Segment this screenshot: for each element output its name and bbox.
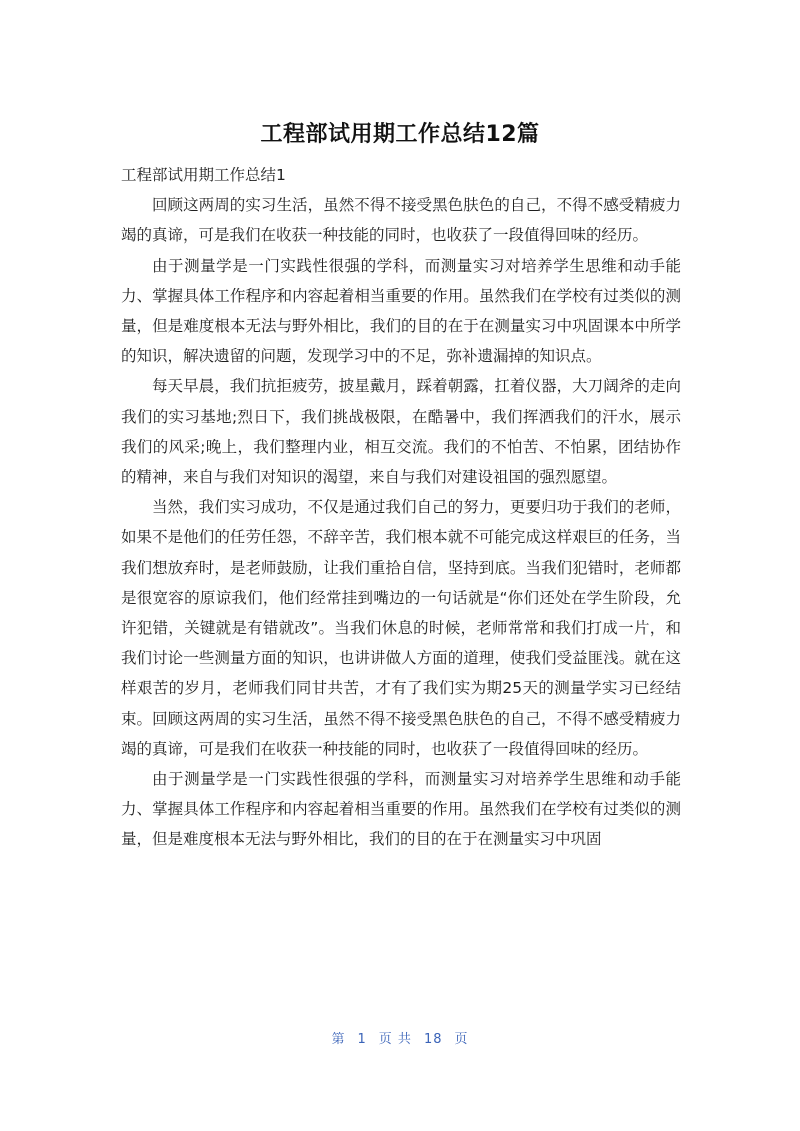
footer-prefix: 第	[331, 1032, 346, 1047]
footer-middle: 页 共	[378, 1032, 412, 1047]
paragraph-4: 当然，我们实习成功，不仅是通过我们自己的努力，更要归功于我们的老师，如果不是他们的任劳任怨，不辞辛苦，我们根本就不可能完成这样艰巨的任务，当我们想放弃时，是老师鼓励，让我们重拾自信，坚持到底。当我们犯错时，老师都是很宽容的原谅我们，他们经常挂到嘴边的一句话就是“你们还处在学生阶段，允许犯错，关键就是有错就改”。当我们休息的时候，老师常常和我们打成一片，和我们讨论一些测量方面的知识，也讲讲做人方面的道理，使我们受益匪浅。就在这样艰苦的岁月，老师我们同甘共苦，才有了我们实为期25天的测量学实习已经结束。回顾这两周的实习生活，虽然不得不接受黑色肤色的自己，不得不感受精疲力竭的真谛，可是我们在收获一种技能的同时，也收获了一段值得回味的经历。	[121, 498, 681, 758]
paragraph-1: 回顾这两周的实习生活，虽然不得不接受黑色肤色的自己，不得不感受精疲力竭的真谛，可是我们在收获一种技能的同时，也收获了一段值得回味的经历。	[121, 196, 681, 245]
section-heading: 工程部试用期工作总结1	[121, 166, 286, 184]
paragraph-2: 由于测量学是一门实践性很强的学科，而测量实习对培养学生思维和动手能力、掌握具体工作程序和内容起着相当重要的作用。虽然我们在学校有过类似的测量，但是难度根本无法与野外相比，我们的目的在于在测量实习中巩固课本中所学的知识，解决遗留的问题，发现学习中的不足，弥补遗漏掉的知识点。	[121, 256, 681, 366]
paragraph-5: 由于测量学是一门实践性很强的学科，而测量实习对培养学生思维和动手能力、掌握具体工作程序和内容起着相当重要的作用。虽然我们在学校有过类似的测量，但是难度根本无法与野外相比，我们的目的在于在测量实习中巩固	[121, 770, 681, 849]
page-footer	[0, 1030, 800, 1050]
document-title: 工程部试用期工作总结12篇	[260, 122, 540, 147]
footer-current-page: 1	[357, 1032, 367, 1047]
footer-total-pages: 18	[423, 1032, 443, 1047]
paragraph-3: 每天早晨，我们抗拒疲劳，披星戴月，踩着朝露，扛着仪器，大刀阔斧的走向我们的实习基地;烈日下，我们挑战极限，在酷暑中，我们挥洒我们的汗水，展示我们的风采;晚上，我们整理内业，相互交流。我们的不怕苦、不怕累，团结协作的精神，来自与我们对知识的渴望，来自与我们对建设祖国的强烈愿望。	[121, 377, 681, 487]
document-body	[121, 160, 681, 855]
footer-suffix: 页	[454, 1032, 469, 1047]
